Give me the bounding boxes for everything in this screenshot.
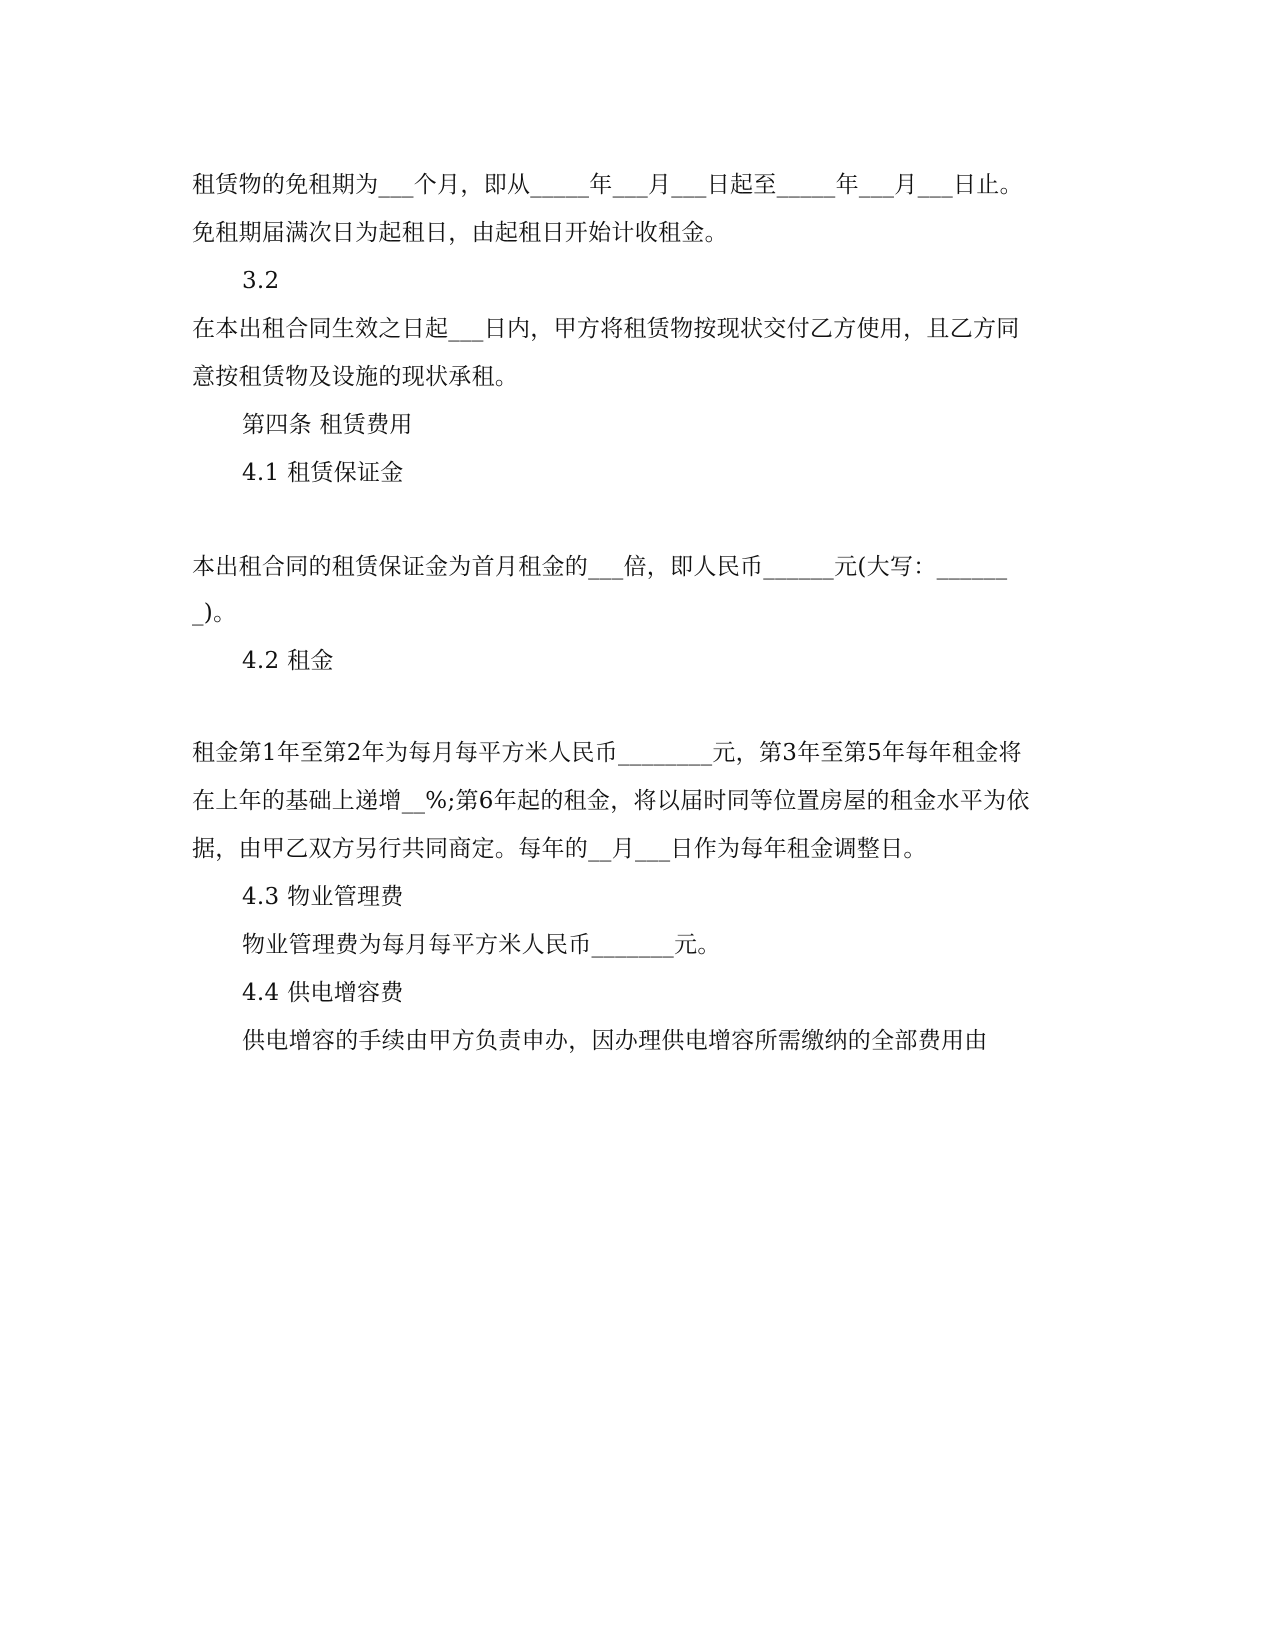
clause-number-3-2: 3.2 bbox=[242, 268, 280, 294]
rent-clause-line-1: 租金第1年至第2年为每月每平方米人民币________元，第3年至第5年每年租金将 bbox=[192, 740, 1022, 766]
rent-clause-line-2: 在上年的基础上递增__%;第6年起的租金，将以届时同等位置房屋的租金水平为依 bbox=[192, 788, 1030, 814]
clause-4-4-heading: 4.4 供电增容费 bbox=[242, 980, 404, 1006]
clause-4-2-heading: 4.2 租金 bbox=[242, 648, 334, 674]
property-fee-line: 物业管理费为每月每平方米人民币_______元。 bbox=[242, 932, 721, 958]
power-capacity-line: 供电增容的手续由甲方负责申办，因办理供电增容所需缴纳的全部费用由 bbox=[242, 1028, 988, 1054]
delivery-clause-line-1: 在本出租合同生效之日起___日内，甲方将租赁物按现状交付乙方使用，且乙方同 bbox=[192, 316, 1020, 342]
article-four-heading: 第四条 租赁费用 bbox=[242, 412, 413, 438]
rent-clause-line-3: 据，由甲乙双方另行共同商定。每年的__月___日作为每年租金调整日。 bbox=[192, 836, 927, 862]
rent-start-line: 免租期届满次日为起租日，由起租日开始计收租金。 bbox=[192, 220, 728, 246]
deposit-clause-line-1: 本出租合同的租赁保证金为首月租金的___倍，即人民币______元(大写：______ bbox=[192, 554, 1008, 580]
free-rent-period-line: 租赁物的免租期为___个月，即从_____年___月___日起至_____年___月___日止。 bbox=[192, 172, 1023, 198]
clause-4-1-heading: 4.1 租赁保证金 bbox=[242, 460, 404, 486]
deposit-clause-line-2: _)。 bbox=[192, 600, 237, 626]
clause-4-3-heading: 4.3 物业管理费 bbox=[242, 884, 404, 910]
delivery-clause-line-2: 意按租赁物及设施的现状承租。 bbox=[192, 364, 519, 390]
